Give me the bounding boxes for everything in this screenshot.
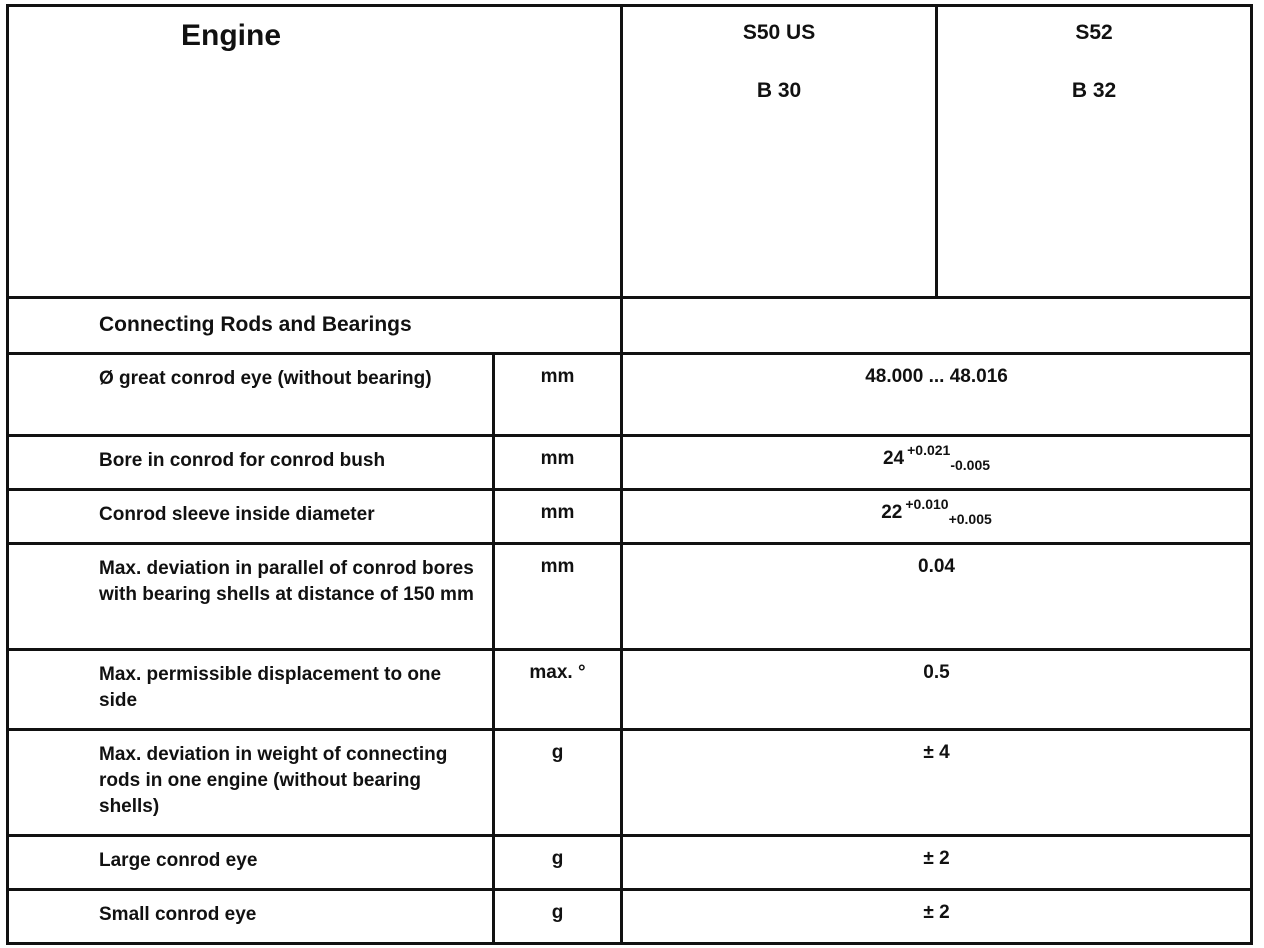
model-column-s52 — [937, 6, 1252, 298]
row-value — [622, 490, 1252, 544]
row-label: Large conrod eye — [8, 836, 494, 890]
row-unit: g — [494, 730, 622, 836]
engine-title: Engine — [8, 6, 622, 298]
row-unit: mm — [494, 544, 622, 650]
table-row — [8, 730, 1252, 836]
header-row — [8, 6, 1252, 298]
row-label: Ø great conrod eye (without bearing) — [8, 354, 494, 436]
row-unit: mm — [494, 354, 622, 436]
tolerance-lower: +0.005 — [948, 511, 992, 527]
row-value: 0.04 — [622, 544, 1252, 650]
row-value — [622, 436, 1252, 490]
row-value: 0.5 — [622, 650, 1252, 730]
section-title: Connecting Rods and Bearings — [8, 298, 622, 354]
row-label: Conrod sleeve inside diameter — [8, 490, 494, 544]
row-unit: g — [494, 890, 622, 944]
value-base: 22 — [881, 502, 903, 523]
model-sub: B 30 — [756, 79, 802, 102]
table-row — [8, 354, 1252, 436]
tolerance-lower: -0.005 — [950, 457, 991, 473]
table-row — [8, 490, 1252, 544]
row-unit: mm — [494, 490, 622, 544]
section-empty-cell — [622, 298, 1252, 354]
row-label: Bore in conrod for conrod bush — [8, 436, 494, 490]
row-value: 48.000 ... 48.016 — [622, 354, 1252, 436]
model-code: S50 US — [742, 21, 816, 44]
table-row — [8, 650, 1252, 730]
table-row — [8, 836, 1252, 890]
spec-table — [6, 4, 1253, 945]
model-column-s50us — [622, 6, 937, 298]
row-unit: max. ° — [494, 650, 622, 730]
tolerance-upper: +0.021 — [907, 442, 951, 458]
tolerance-upper: +0.010 — [905, 496, 949, 512]
value-base: 24 — [882, 448, 905, 469]
row-label: Max. permissible displacement to one side — [8, 650, 494, 730]
row-value: ± 2 — [622, 836, 1252, 890]
row-label: Max. deviation in parallel of conrod bores with bearing shells at distance of 150 mm — [8, 544, 494, 650]
row-unit: mm — [494, 436, 622, 490]
row-unit: g — [494, 836, 622, 890]
row-value: ± 4 — [622, 730, 1252, 836]
table-row — [8, 436, 1252, 490]
table-row — [8, 544, 1252, 650]
row-value: ± 2 — [622, 890, 1252, 944]
row-label: Small conrod eye — [8, 890, 494, 944]
model-sub: B 32 — [1071, 79, 1117, 102]
model-code: S52 — [1075, 21, 1113, 44]
row-label: Max. deviation in weight of connecting rods in one engine (without bearing shells) — [8, 730, 494, 836]
table-row — [8, 890, 1252, 944]
section-row — [8, 298, 1252, 354]
